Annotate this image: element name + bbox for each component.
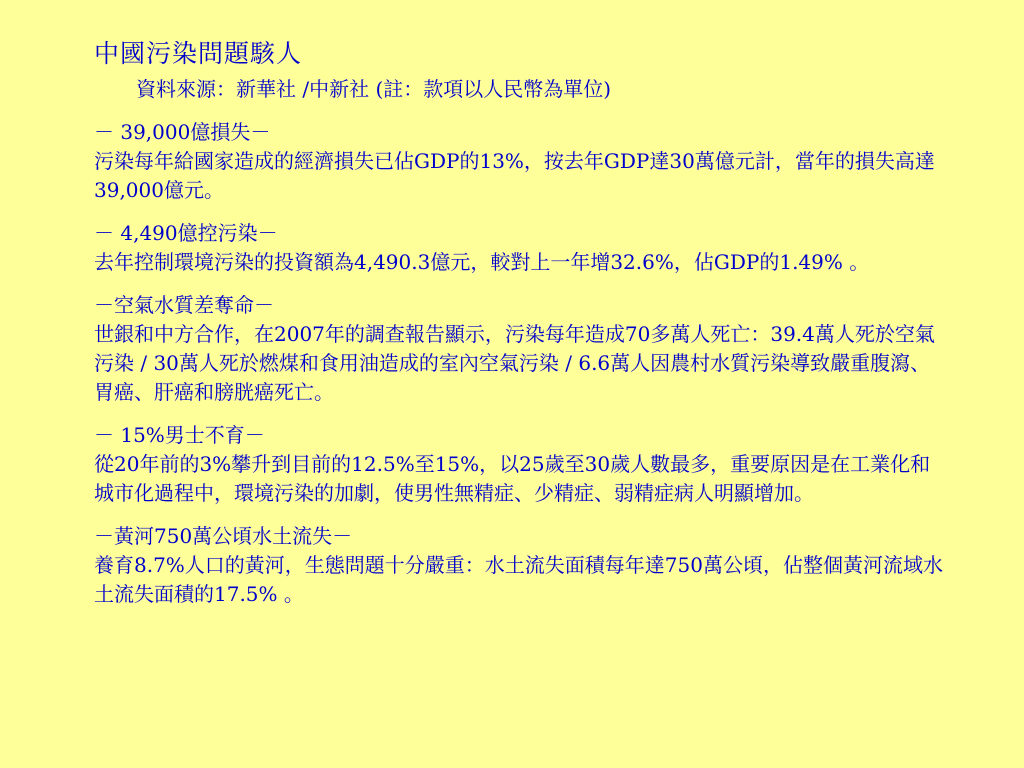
section-air-water-quality bbox=[94, 291, 944, 407]
section-body: 去年控制環境污染的投資額為4,490.3億元，較對上一年增32.6%，佔GDP的1.49% 。 bbox=[94, 250, 870, 274]
section-heading: － 39,000億損失－ bbox=[94, 120, 271, 144]
section-body: 從20年前的3%攀升到目前的12.5%至15%，以25歲至30歲人數最多，重要原因是在工業化和城市化過程中，環境污染的加劇，使男性無精症、少精症、弱精症病人明顯增加。 bbox=[94, 452, 931, 505]
section-economic-loss bbox=[94, 118, 944, 205]
section-body: 污染每年給國家造成的經濟損失已佔GDP的13%，按去年GDP達30萬億元計，當年的損失高達39,000億元。 bbox=[94, 149, 935, 202]
section-heading: － 15%男士不育－ bbox=[94, 423, 265, 447]
section-heading: －黃河750萬公頃水土流失－ bbox=[94, 524, 353, 548]
section-body: 養育8.7%人口的黃河，生態問題十分嚴重：水土流失面積每年達750萬公頃，佔整個黃河流域水土流失面積的17.5% 。 bbox=[94, 553, 943, 606]
slide-title: 中國污染問題駭人 bbox=[94, 39, 303, 68]
section-body: 世銀和中方合作，在2007年的調查報告顯示，污染每年造成70多萬人死亡：39.4萬人死於空氣污染 / 30萬人死於燃煤和食用油造成的室內空氣污染 / 6.6萬人因農村水質污染導致嚴重腹瀉、胃癌、肝癌和膀胱癌死亡。 bbox=[94, 322, 935, 404]
section-yellow-river-erosion bbox=[94, 522, 944, 609]
section-heading: －空氣水質差奪命－ bbox=[94, 293, 274, 317]
section-male-infertility bbox=[94, 421, 944, 508]
source-note: 資料來源：新華社 /中新社 (註：款項以人民幣為單位) bbox=[136, 77, 612, 101]
section-heading: － 4,490億控污染－ bbox=[94, 221, 278, 245]
section-pollution-control bbox=[94, 219, 944, 277]
